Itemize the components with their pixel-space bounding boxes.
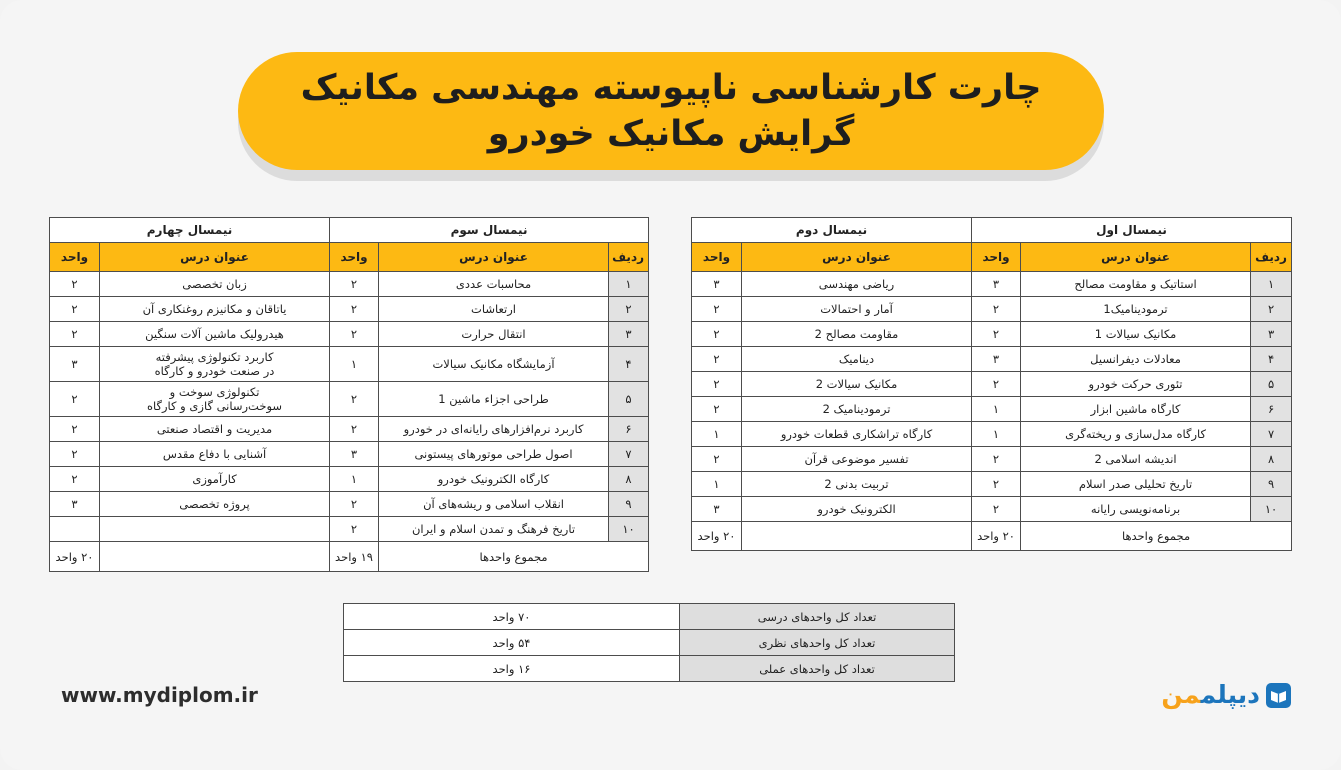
summary-label: تعداد کل واحدهای نظری bbox=[680, 630, 955, 656]
table-row bbox=[50, 442, 649, 467]
semester-1-course: استاتیک و مقاومت مصالح bbox=[1021, 272, 1251, 297]
row-number: ۴ bbox=[1251, 347, 1292, 372]
row-number: ۱۰ bbox=[609, 517, 649, 542]
semester-1-units: ۳ bbox=[972, 347, 1021, 372]
logo-word-1: دیپلم bbox=[1200, 680, 1260, 709]
semester-1-units: ۲ bbox=[972, 472, 1021, 497]
semester-4-units: ۲ bbox=[50, 297, 100, 322]
semester-2-course: کارگاه تراشکاری قطعات خودرو bbox=[742, 422, 972, 447]
semester-heading-row bbox=[692, 218, 1292, 243]
semester-3-course: آزمایشگاه مکانیک سیالات bbox=[379, 347, 609, 382]
units-header: واحد bbox=[692, 243, 742, 272]
row-number: ۶ bbox=[609, 417, 649, 442]
logo-word-2: من bbox=[1161, 680, 1201, 709]
summary-row bbox=[344, 630, 955, 656]
totals-row bbox=[692, 522, 1292, 551]
book-icon bbox=[1266, 683, 1291, 708]
row-number: ۱ bbox=[609, 272, 649, 297]
title-line-2: گرایش مکانیک خودرو bbox=[487, 114, 855, 154]
semester-1-course: ترمودینامیک1 bbox=[1021, 297, 1251, 322]
semester-4-course: آشنایی با دفاع مقدس bbox=[100, 442, 330, 467]
table-row bbox=[50, 347, 649, 382]
units-header: واحد bbox=[50, 243, 100, 272]
units-summary-table bbox=[343, 603, 955, 682]
semester-3-units: ۱ bbox=[330, 347, 379, 382]
table-row bbox=[692, 297, 1292, 322]
semester-3-units: ۲ bbox=[330, 297, 379, 322]
semester-2-course: مکانیک سیالات 2 bbox=[742, 372, 972, 397]
semester-4-course: هیدرولیک ماشین آلات سنگین bbox=[100, 322, 330, 347]
semester-3-units: ۲ bbox=[330, 517, 379, 542]
website-url: www.mydiplom.ir bbox=[61, 683, 258, 707]
empty-cell bbox=[50, 517, 100, 542]
semester-4-units: ۲ bbox=[50, 442, 100, 467]
table-row bbox=[692, 422, 1292, 447]
semester-4-course: مدیریت و اقتصاد صنعتی bbox=[100, 417, 330, 442]
course-title-header: عنوان درس bbox=[100, 243, 330, 272]
summary-label: تعداد کل واحدهای درسی bbox=[680, 604, 955, 630]
table-row bbox=[50, 322, 649, 347]
semester-2-units: ۲ bbox=[692, 447, 742, 472]
table-row bbox=[692, 447, 1292, 472]
title-line-1: چارت کارشناسی ناپیوسته مهندسی مکانیک bbox=[300, 68, 1042, 108]
title-banner bbox=[238, 52, 1104, 170]
semester-2-course: تفسیر موضوعی قرآن bbox=[742, 447, 972, 472]
semester-3-course: طراحی اجزاء ماشین 1 bbox=[379, 382, 609, 417]
semester-2-units: ۳ bbox=[692, 272, 742, 297]
semester-1-units: ۱ bbox=[972, 397, 1021, 422]
semester-4-course: پروژه تخصصی bbox=[100, 492, 330, 517]
semester-4-units: ۲ bbox=[50, 382, 100, 417]
semester-1-course: کارگاه ماشین ابزار bbox=[1021, 397, 1251, 422]
course-title-header: عنوان درس bbox=[742, 243, 972, 272]
semester-3-course: تاریخ فرهنگ و تمدن اسلام و ایران bbox=[379, 517, 609, 542]
semester-heading-row bbox=[50, 218, 649, 243]
summary-label: تعداد کل واحدهای عملی bbox=[680, 656, 955, 682]
semester-2-course: ریاضی مهندسی bbox=[742, 272, 972, 297]
semester-3-course: کاربرد نرم‌افزارهای رایانه‌ای در خودرو bbox=[379, 417, 609, 442]
column-header-row bbox=[692, 243, 1292, 272]
column-header-row bbox=[50, 243, 649, 272]
table-row bbox=[692, 497, 1292, 522]
semester-4-units: ۲ bbox=[50, 272, 100, 297]
semester-2-course: مقاومت مصالح 2 bbox=[742, 322, 972, 347]
row-number: ۱ bbox=[1251, 272, 1292, 297]
table-row bbox=[692, 372, 1292, 397]
semester-1-units: ۲ bbox=[972, 297, 1021, 322]
total-units-label: مجموع واحدها bbox=[1021, 522, 1292, 551]
course-title-header: عنوان درس bbox=[1021, 243, 1251, 272]
semester-2-course: ترمودینامیک 2 bbox=[742, 397, 972, 422]
semester-4-units: ۲ bbox=[50, 417, 100, 442]
row-number: ۳ bbox=[609, 322, 649, 347]
semester-4-course: کارآموزی bbox=[100, 467, 330, 492]
row-number-header: ردیف bbox=[1251, 243, 1292, 272]
semester-4-course: کاربرد تکنولوژی پیشرفته در صنعت خودرو و کارگاه bbox=[100, 347, 330, 382]
semester-3-total: ۱۹ واحد bbox=[330, 542, 379, 572]
semester-1-course: تاریخ تحلیلی صدر اسلام bbox=[1021, 472, 1251, 497]
semester-1-units: ۲ bbox=[972, 497, 1021, 522]
semester-1-units: ۱ bbox=[972, 422, 1021, 447]
table-row bbox=[50, 417, 649, 442]
semester-2-heading: نیمسال دوم bbox=[692, 218, 972, 243]
semester-4-course: یاتاقان و مکانیزم روغنکاری آن bbox=[100, 297, 330, 322]
units-header: واحد bbox=[972, 243, 1021, 272]
semester-2-units: ۳ bbox=[692, 497, 742, 522]
semester-3-units: ۳ bbox=[330, 442, 379, 467]
row-number: ۷ bbox=[609, 442, 649, 467]
table-row bbox=[50, 272, 649, 297]
totals-row bbox=[50, 542, 649, 572]
semester-2-course: الکترونیک خودرو bbox=[742, 497, 972, 522]
semester-3-course: اصول طراحی موتورهای پیستونی bbox=[379, 442, 609, 467]
semester-3-course: کارگاه الکترونیک خودرو bbox=[379, 467, 609, 492]
semester-2-course: تربیت بدنی 2 bbox=[742, 472, 972, 497]
summary-row bbox=[344, 604, 955, 630]
semester-1-total: ۲۰ واحد bbox=[972, 522, 1021, 551]
semester-2-units: ۲ bbox=[692, 372, 742, 397]
table-row bbox=[692, 397, 1292, 422]
empty-cell bbox=[100, 542, 330, 572]
semester-3-course: محاسبات عددی bbox=[379, 272, 609, 297]
row-number: ۲ bbox=[1251, 297, 1292, 322]
semester-4-course: تکنولوژی سوخت و سوخت‌رسانی گازی و کارگاه bbox=[100, 382, 330, 417]
semester-1-course: اندیشه اسلامی 2 bbox=[1021, 447, 1251, 472]
units-header: واحد bbox=[330, 243, 379, 272]
semester-4-units: ۲ bbox=[50, 467, 100, 492]
table-row bbox=[50, 382, 649, 417]
semester-1-units: ۲ bbox=[972, 447, 1021, 472]
semester-4-units: ۳ bbox=[50, 347, 100, 382]
semester-2-course: دینامیک bbox=[742, 347, 972, 372]
empty-cell bbox=[100, 517, 330, 542]
row-number: ۶ bbox=[1251, 397, 1292, 422]
summary-row bbox=[344, 656, 955, 682]
row-number: ۳ bbox=[1251, 322, 1292, 347]
empty-cell bbox=[742, 522, 972, 551]
course-title-header: عنوان درس bbox=[379, 243, 609, 272]
semester-1-units: ۲ bbox=[972, 322, 1021, 347]
table-row bbox=[50, 492, 649, 517]
table-row bbox=[692, 272, 1292, 297]
semester-2-units: ۲ bbox=[692, 297, 742, 322]
table-row bbox=[692, 347, 1292, 372]
semester-3-units: ۲ bbox=[330, 382, 379, 417]
semester-1-units: ۲ bbox=[972, 372, 1021, 397]
semester-4-units: ۳ bbox=[50, 492, 100, 517]
semester-3-units: ۲ bbox=[330, 417, 379, 442]
table-row bbox=[692, 322, 1292, 347]
table-row bbox=[50, 467, 649, 492]
table-row bbox=[50, 517, 649, 542]
semester-3-units: ۲ bbox=[330, 322, 379, 347]
semester-3-course: انقلاب اسلامی و ریشه‌های آن bbox=[379, 492, 609, 517]
semester-1-course: کارگاه مدل‌سازی و ریخته‌گری bbox=[1021, 422, 1251, 447]
row-number-header: ردیف bbox=[609, 243, 649, 272]
semester-1-heading: نیمسال اول bbox=[972, 218, 1292, 243]
semester-3-course: انتقال حرارت bbox=[379, 322, 609, 347]
semester-2-units: ۱ bbox=[692, 422, 742, 447]
semester-3-units: ۱ bbox=[330, 467, 379, 492]
semester-3-units: ۲ bbox=[330, 492, 379, 517]
table-row bbox=[692, 472, 1292, 497]
semesters-1-2-table bbox=[691, 217, 1292, 551]
row-number: ۱۰ bbox=[1251, 497, 1292, 522]
row-number: ۵ bbox=[609, 382, 649, 417]
semester-2-course: آمار و احتمالات bbox=[742, 297, 972, 322]
row-number: ۵ bbox=[1251, 372, 1292, 397]
semester-1-course: مکانیک سیالات 1 bbox=[1021, 322, 1251, 347]
row-number: ۷ bbox=[1251, 422, 1292, 447]
brand-logo bbox=[1140, 676, 1292, 714]
semester-3-course: ارتعاشات bbox=[379, 297, 609, 322]
row-number: ۹ bbox=[1251, 472, 1292, 497]
semester-2-units: ۲ bbox=[692, 347, 742, 372]
semester-1-units: ۳ bbox=[972, 272, 1021, 297]
table-row bbox=[50, 297, 649, 322]
semester-2-units: ۲ bbox=[692, 322, 742, 347]
semester-2-total: ۲۰ واحد bbox=[692, 522, 742, 551]
summary-value: ۱۶ واحد bbox=[344, 656, 680, 682]
semester-3-heading: نیمسال سوم bbox=[330, 218, 649, 243]
semester-3-units: ۲ bbox=[330, 272, 379, 297]
semester-2-units: ۱ bbox=[692, 472, 742, 497]
summary-value: ۷۰ واحد bbox=[344, 604, 680, 630]
row-number: ۸ bbox=[609, 467, 649, 492]
row-number: ۲ bbox=[609, 297, 649, 322]
summary-value: ۵۴ واحد bbox=[344, 630, 680, 656]
row-number: ۸ bbox=[1251, 447, 1292, 472]
total-units-label: مجموع واحدها bbox=[379, 542, 649, 572]
semester-4-course: زبان تخصصی bbox=[100, 272, 330, 297]
semester-1-course: معادلات دیفرانسیل bbox=[1021, 347, 1251, 372]
semester-1-course: تئوری حرکت خودرو bbox=[1021, 372, 1251, 397]
semester-1-course: برنامه‌نویسی رایانه bbox=[1021, 497, 1251, 522]
semester-4-heading: نیمسال چهارم bbox=[50, 218, 330, 243]
semester-4-total: ۲۰ واحد bbox=[50, 542, 100, 572]
semesters-3-4-table bbox=[49, 217, 649, 572]
row-number: ۴ bbox=[609, 347, 649, 382]
row-number: ۹ bbox=[609, 492, 649, 517]
semester-4-units: ۲ bbox=[50, 322, 100, 347]
semester-2-units: ۲ bbox=[692, 397, 742, 422]
logo-wordmark bbox=[1161, 676, 1260, 714]
